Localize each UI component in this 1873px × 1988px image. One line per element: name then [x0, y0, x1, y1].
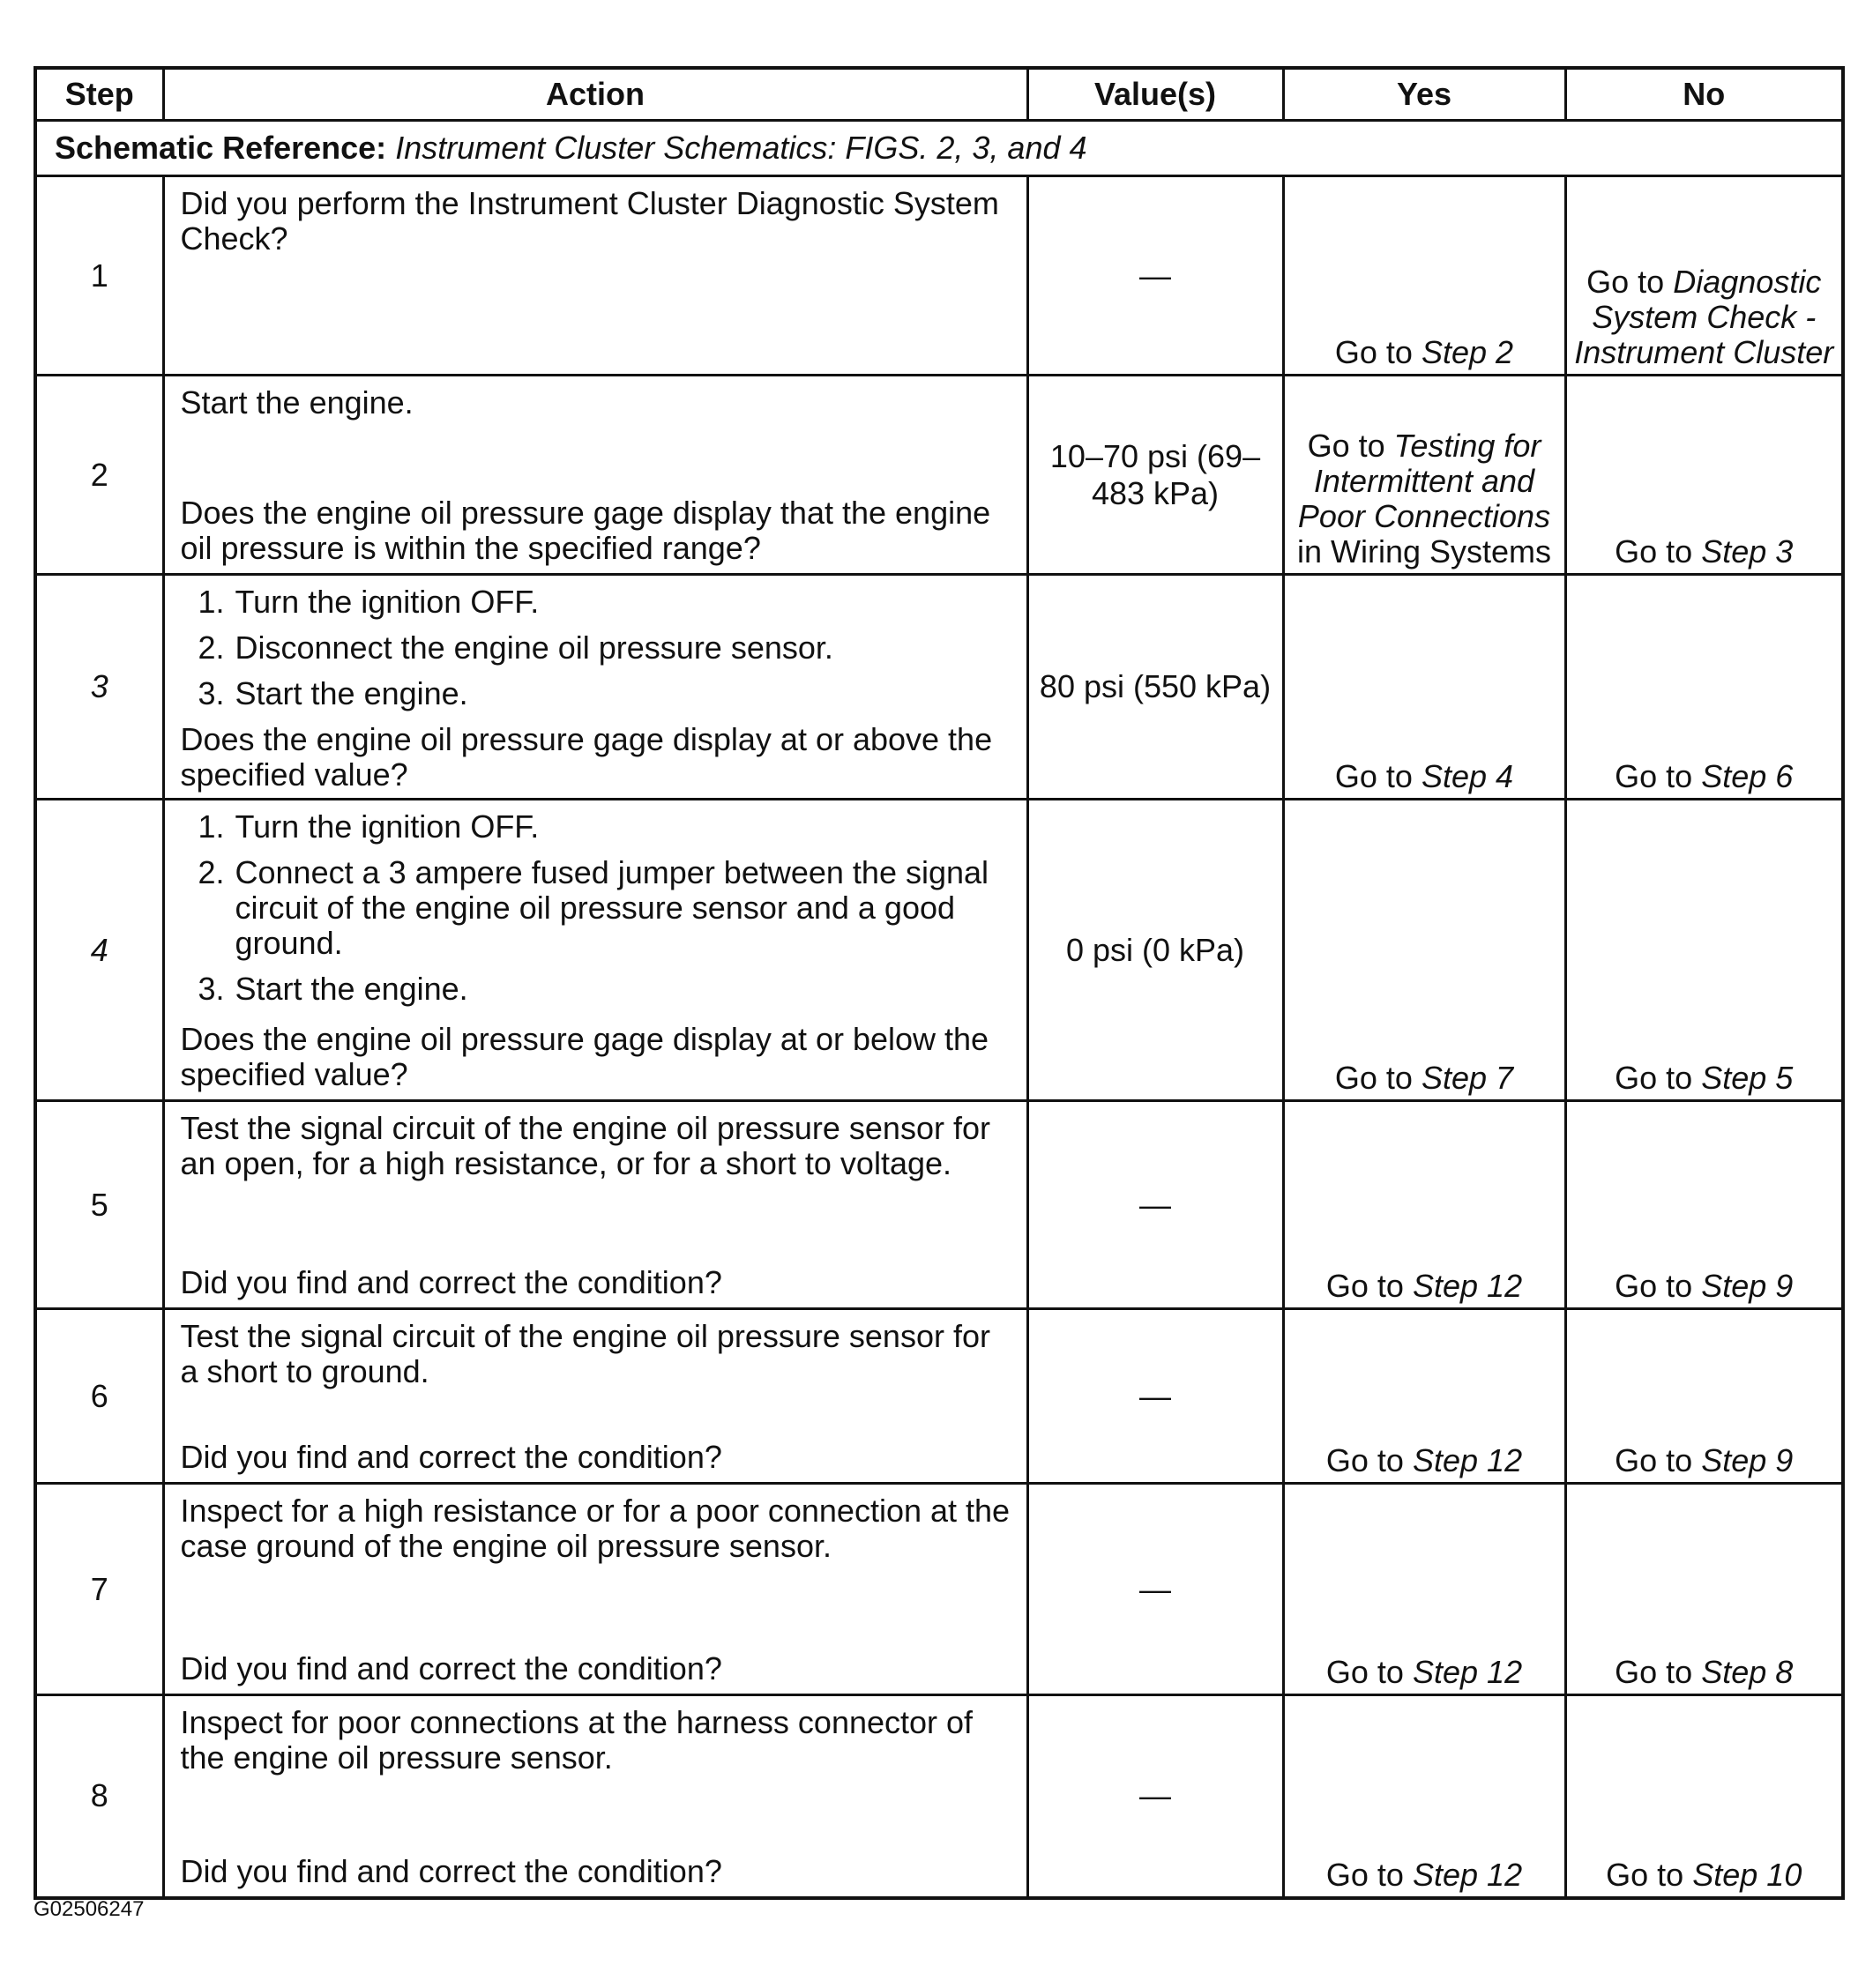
value-cell: 10–70 psi (69–483 kPa) [1027, 376, 1283, 575]
header-row [35, 68, 1843, 121]
step-number: 6 [35, 1309, 163, 1484]
no-cell [1565, 1309, 1843, 1484]
goto-prefix: Go to [1606, 1856, 1684, 1893]
goto-link[interactable]: Step 2 [1421, 334, 1514, 370]
value-cell: 80 psi (550 kPa) [1027, 575, 1283, 800]
goto-link[interactable]: Step 12 [1412, 1856, 1523, 1893]
goto-prefix: Go to [1586, 264, 1665, 300]
goto-prefix: Go to [1325, 1856, 1404, 1893]
action-step-item: 2. Connect a 3 ampere fused jumper between the signal circuit of the engine oil pressure sensor and a good ground. [198, 854, 989, 961]
schematic-reference-figs: FIGS. 2, 3, and 4 [845, 130, 1087, 166]
goto-link[interactable]: Step 3 [1701, 533, 1794, 570]
step-number: 5 [35, 1101, 163, 1309]
goto-link[interactable]: Step 10 [1692, 1856, 1802, 1893]
action-cell [163, 176, 1027, 376]
step-number: 2 [35, 376, 163, 575]
value-cell: 0 psi (0 kPa) [1027, 800, 1283, 1101]
goto-prefix: Go to [1325, 1442, 1404, 1478]
goto-link[interactable]: Step 12 [1412, 1654, 1523, 1690]
goto-prefix: Go to [1334, 758, 1413, 794]
schematic-reference-title: Instrument Cluster Schematics: [395, 130, 837, 166]
table-row [35, 800, 1843, 1101]
goto-link[interactable]: Step 5 [1701, 1060, 1794, 1096]
table-row [35, 1101, 1843, 1309]
table-row [35, 1695, 1843, 1898]
no-cell [1565, 575, 1843, 800]
goto-prefix: Go to [1615, 1654, 1693, 1690]
action-intro: Test the signal circuit of the engine oil pressure sensor for a short to ground. [180, 1318, 990, 1389]
goto-link[interactable]: Step 7 [1421, 1060, 1514, 1096]
goto-prefix: Go to [1615, 1268, 1693, 1304]
header-values: Value(s) [1027, 68, 1283, 121]
action-cell [163, 1695, 1027, 1898]
action-question: Did you find and correct the condition? [180, 1852, 722, 1889]
schematic-reference-row [35, 121, 1843, 176]
yes-cell [1283, 176, 1565, 376]
action-question: Did you find and correct the condition? [180, 1264, 722, 1300]
goto-prefix: Go to [1325, 1268, 1404, 1304]
action-cell [163, 1309, 1027, 1484]
no-cell [1565, 1101, 1843, 1309]
yes-cell [1283, 800, 1565, 1101]
action-intro: Start the engine. [180, 384, 414, 421]
table-row [35, 575, 1843, 800]
goto-prefix: Go to [1615, 533, 1693, 570]
header-step: Step [35, 68, 163, 121]
goto-prefix: Go to [1615, 758, 1693, 794]
action-step-item: 3. Start the engine. [198, 971, 468, 1007]
action-steps [181, 584, 1014, 722]
action-question: Did you find and correct the condition? [180, 1650, 722, 1686]
action-step-item: 1. Turn the ignition OFF. [198, 808, 540, 845]
yes-cell [1283, 1695, 1565, 1898]
value-cell: — [1027, 1101, 1283, 1309]
action-cell [163, 376, 1027, 575]
action-cell [163, 575, 1027, 800]
table-row [35, 176, 1843, 376]
header-action: Action [163, 68, 1027, 121]
action-question: Does the engine oil pressure gage display at or below the specified value? [180, 1021, 989, 1092]
goto-suffix: in Wiring Systems [1296, 533, 1552, 570]
diagnostic-table [34, 66, 1845, 1900]
figure-id: G02506247 [34, 1897, 145, 1921]
goto-prefix: Go to [1307, 428, 1385, 464]
action-question: Does the engine oil pressure gage display that the engine oil pressure is within the specified range? [180, 495, 991, 566]
action-intro: Inspect for poor connections at the harness connector of the engine oil pressure sensor. [180, 1704, 974, 1776]
yes-cell [1283, 1484, 1565, 1695]
value-cell: — [1027, 176, 1283, 376]
value-cell: — [1027, 1309, 1283, 1484]
goto-prefix: Go to [1334, 334, 1413, 370]
no-cell [1565, 800, 1843, 1101]
action-steps [181, 809, 1014, 1017]
no-cell [1565, 176, 1843, 376]
no-cell [1565, 1695, 1843, 1898]
goto-link[interactable]: Step 12 [1412, 1442, 1523, 1478]
action-question: Does the engine oil pressure gage display at or above the specified value? [180, 721, 993, 793]
goto-prefix: Go to [1615, 1060, 1693, 1096]
goto-prefix: Go to [1334, 1060, 1413, 1096]
yes-cell [1283, 376, 1565, 575]
action-step-item: 2. Disconnect the engine oil pressure sensor. [198, 629, 833, 666]
no-cell [1565, 1484, 1843, 1695]
schematic-reference [35, 121, 1843, 176]
yes-cell [1283, 575, 1565, 800]
action-intro: Did you perform the Instrument Cluster Diagnostic System Check? [180, 185, 999, 257]
step-number: 4 [35, 800, 163, 1101]
value-cell: — [1027, 1695, 1283, 1898]
action-intro: Test the signal circuit of the engine oil pressure sensor for an open, for a high resistance, or for a short to voltage. [180, 1110, 990, 1181]
table-row [35, 1484, 1843, 1695]
action-step-item: 3. Start the engine. [198, 675, 468, 711]
goto-link[interactable]: Step 12 [1412, 1268, 1523, 1304]
goto-link[interactable]: Step 6 [1701, 758, 1794, 794]
action-cell [163, 1101, 1027, 1309]
schematic-reference-label: Schematic Reference: [55, 130, 387, 166]
value-cell: — [1027, 1484, 1283, 1695]
goto-link[interactable]: Diagnostic System Check - Instrument Cluster [1574, 264, 1834, 370]
action-cell [163, 800, 1027, 1101]
no-cell [1565, 376, 1843, 575]
action-cell [163, 1484, 1027, 1695]
step-number: 3 [35, 575, 163, 800]
header-yes: Yes [1283, 68, 1565, 121]
header-no: No [1565, 68, 1843, 121]
step-number: 8 [35, 1695, 163, 1898]
goto-link[interactable]: Step 4 [1421, 758, 1514, 794]
goto-link[interactable]: Step 9 [1701, 1442, 1794, 1478]
table-row [35, 376, 1843, 575]
goto-prefix: Go to [1615, 1442, 1693, 1478]
yes-cell [1283, 1309, 1565, 1484]
yes-cell [1283, 1101, 1565, 1309]
goto-link[interactable]: Step 8 [1701, 1654, 1794, 1690]
step-number: 1 [35, 176, 163, 376]
action-step-item: 1. Turn the ignition OFF. [198, 584, 540, 620]
goto-link[interactable]: Step 9 [1701, 1268, 1794, 1304]
goto-link[interactable]: Testing for Intermittent and Poor Connections [1297, 428, 1551, 534]
table-row [35, 1309, 1843, 1484]
action-question: Did you find and correct the condition? [180, 1439, 722, 1475]
goto-prefix: Go to [1325, 1654, 1404, 1690]
action-intro: Inspect for a high resistance or for a poor connection at the case ground of the engine oil pressure sensor. [180, 1493, 1011, 1564]
step-number: 7 [35, 1484, 163, 1695]
